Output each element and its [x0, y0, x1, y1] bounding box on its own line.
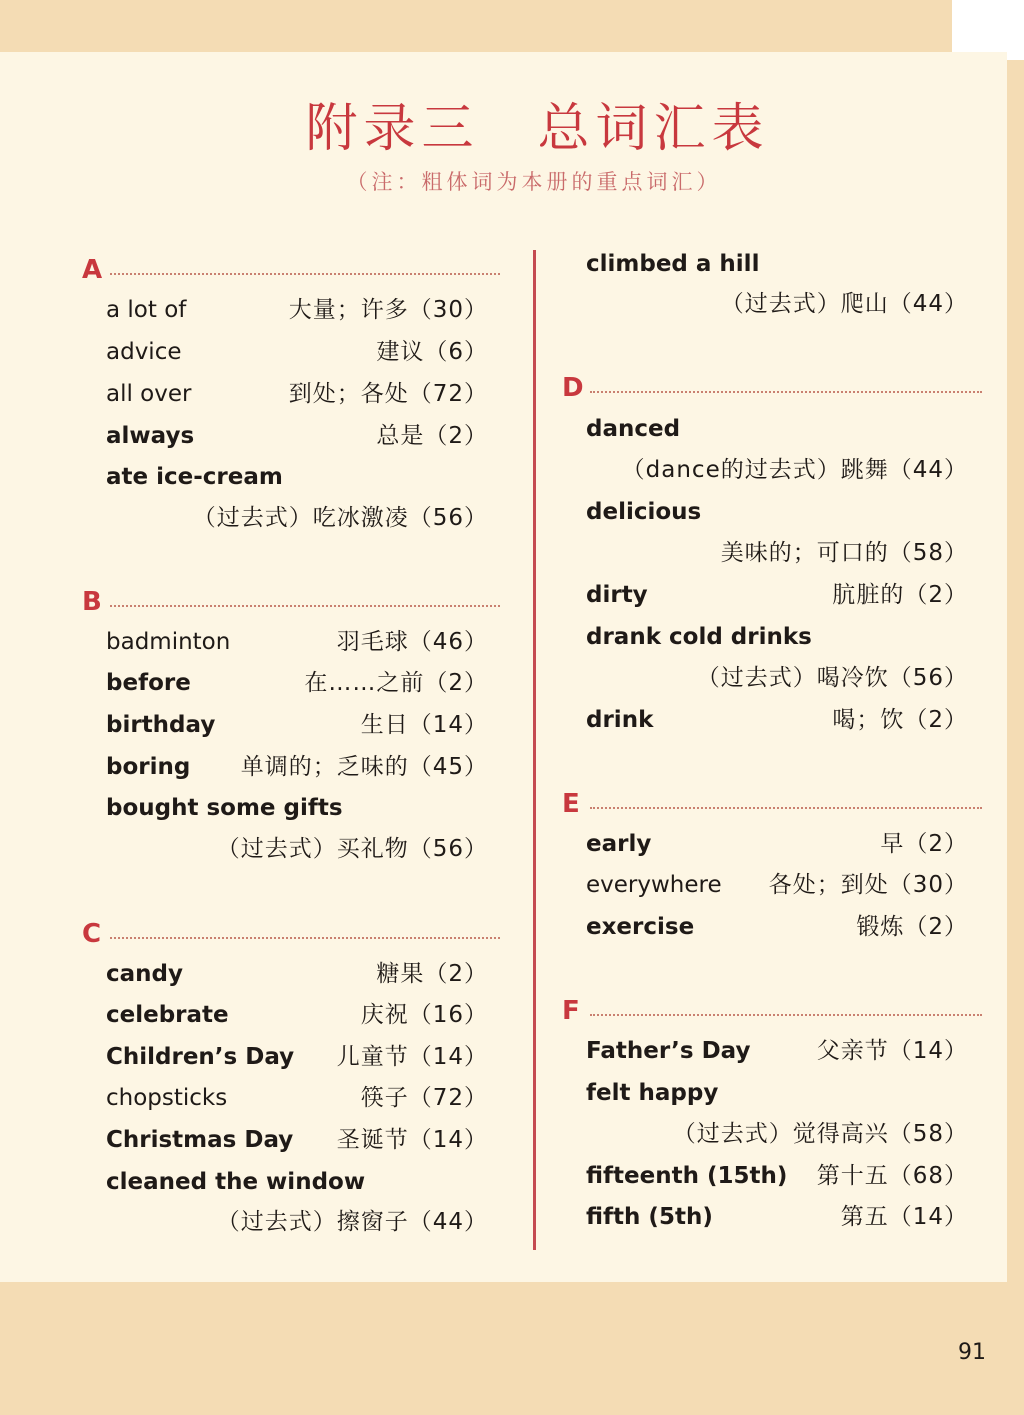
vocab-entry — [586, 245, 968, 283]
top-margin — [0, 0, 952, 52]
vocab-entry — [106, 499, 488, 537]
page-subtitle: （注：粗体词为本册的重点词汇） — [346, 170, 722, 194]
vocab-entry — [586, 285, 968, 323]
vocab-meaning: （过去式）觉得高兴（58） — [672, 1121, 968, 1147]
vocab-word: felt happy — [586, 1080, 719, 1106]
vocab-entry — [106, 664, 488, 702]
vocab-entry — [586, 1032, 968, 1070]
vocab-meaning: 糖果（2） — [376, 961, 488, 987]
vocab-entry — [106, 706, 488, 744]
column-divider — [533, 250, 536, 1250]
vocab-meaning: 各处；到处（30） — [768, 872, 968, 898]
section-header-f — [562, 996, 982, 1026]
section-letter: F — [562, 996, 580, 1026]
section-letter: B — [82, 587, 102, 617]
vocab-word: before — [106, 670, 191, 696]
vocab-entry — [586, 410, 968, 448]
vocab-meaning: 肮脏的（2） — [832, 582, 968, 608]
vocab-word: chopsticks — [106, 1085, 228, 1111]
vocab-meaning: 美味的；可口的（58） — [720, 540, 968, 566]
vocab-word: bought some gifts — [106, 795, 343, 821]
dotted-rule — [110, 273, 500, 275]
section-header-a — [82, 255, 500, 285]
vocab-word: boring — [106, 754, 191, 780]
vocab-meaning: 到处；各处（72） — [288, 381, 488, 407]
dotted-rule — [590, 807, 982, 809]
vocab-entry — [106, 789, 488, 827]
vocab-word: exercise — [586, 914, 695, 940]
vocab-meaning: 圣诞节（14） — [336, 1127, 488, 1153]
vocab-word: celebrate — [106, 1002, 229, 1028]
vocab-meaning: 在……之前（2） — [304, 670, 488, 696]
section-header-e — [562, 789, 982, 819]
page-title: 附录三 总词汇表 — [305, 99, 770, 159]
vocab-entry — [586, 701, 968, 739]
vocab-entry — [586, 1157, 968, 1195]
vocab-entry — [106, 417, 488, 455]
section-header-b — [82, 587, 500, 617]
vocab-entry — [106, 955, 488, 993]
vocab-entry — [586, 576, 968, 614]
vocab-entry — [586, 493, 968, 531]
vocab-meaning: 建议（6） — [376, 339, 488, 365]
vocab-entry — [106, 1079, 488, 1117]
vocab-entry — [106, 333, 488, 371]
vocab-meaning: 单调的；乏味的（45） — [240, 754, 488, 780]
vocab-entry — [586, 451, 968, 489]
vocab-word: early — [586, 831, 652, 857]
vocab-entry — [586, 618, 968, 656]
vocab-entry — [106, 748, 488, 786]
dotted-rule — [110, 937, 500, 939]
vocab-entry — [586, 1115, 968, 1153]
vocab-entry — [586, 534, 968, 572]
vocab-entry — [106, 1038, 488, 1076]
vocab-word: advice — [106, 339, 182, 365]
vocab-word: birthday — [106, 712, 216, 738]
vocab-entry — [106, 1203, 488, 1241]
vocab-meaning: 早（2） — [880, 831, 968, 857]
vocab-meaning: 第五（14） — [840, 1204, 968, 1230]
vocab-meaning: 羽毛球（46） — [336, 629, 488, 655]
vocab-word: climbed a hill — [586, 251, 760, 277]
vocab-entry — [106, 1163, 488, 1201]
vocab-word: Christmas Day — [106, 1127, 294, 1153]
vocab-entry — [106, 1121, 488, 1159]
vocab-meaning: 父亲节（14） — [816, 1038, 968, 1064]
section-letter: D — [562, 373, 584, 403]
vocab-entry — [586, 659, 968, 697]
dotted-rule — [590, 1014, 982, 1016]
vocab-meaning: 大量；许多（30） — [288, 297, 488, 323]
vocab-word: candy — [106, 961, 183, 987]
vocab-word: delicious — [586, 499, 702, 525]
vocab-meaning: （过去式）买礼物（56） — [216, 836, 488, 862]
vocab-meaning: （dance的过去式）跳舞（44） — [621, 457, 968, 483]
section-letter: E — [562, 789, 580, 819]
vocab-meaning: 儿童节（14） — [336, 1044, 488, 1070]
vocab-word: all over — [106, 381, 192, 407]
vocab-entry — [586, 1198, 968, 1236]
vocab-meaning: 生日（14） — [360, 712, 488, 738]
vocab-meaning: （过去式）爬山（44） — [720, 291, 968, 317]
vocab-word: Father’s Day — [586, 1038, 751, 1064]
vocab-meaning: 总是（2） — [376, 423, 488, 449]
vocab-word: always — [106, 423, 195, 449]
vocab-entry — [106, 830, 488, 868]
vocab-meaning: 庆祝（16） — [360, 1002, 488, 1028]
vocab-entry — [106, 623, 488, 661]
vocab-entry — [586, 825, 968, 863]
vocab-meaning: 锻炼（2） — [856, 914, 968, 940]
vocab-word: a lot of — [106, 297, 187, 323]
vocab-word: drank cold drinks — [586, 624, 812, 650]
section-letter: A — [82, 255, 103, 285]
vocab-entry — [106, 375, 488, 413]
vocab-word: badminton — [106, 629, 231, 655]
vocab-entry — [586, 1074, 968, 1112]
vocab-entry — [106, 458, 488, 496]
vocab-word: drink — [586, 707, 654, 733]
section-header-d — [562, 373, 982, 403]
vocab-word: fifteenth (15th) — [586, 1163, 788, 1189]
vocab-word: cleaned the window — [106, 1169, 366, 1195]
vocab-meaning: 第十五（68） — [816, 1163, 968, 1189]
vocab-meaning: （过去式）吃冰激凌（56） — [192, 505, 488, 531]
vocab-entry — [106, 996, 488, 1034]
vocab-word: dirty — [586, 582, 648, 608]
dotted-rule — [590, 391, 982, 393]
vocab-meaning: 筷子（72） — [360, 1085, 488, 1111]
vocab-word: fifth (5th) — [586, 1204, 713, 1230]
vocab-entry — [586, 908, 968, 946]
vocab-entry — [586, 866, 968, 904]
dotted-rule — [110, 605, 500, 607]
vocab-meaning: 喝；饮（2） — [832, 707, 968, 733]
vocab-meaning: （过去式）擦窗子（44） — [216, 1209, 488, 1235]
section-header-c — [82, 919, 500, 949]
top-corner — [952, 0, 1024, 60]
vocab-meaning: （过去式）喝冷饮（56） — [696, 665, 968, 691]
vocab-word: ate ice-cream — [106, 464, 283, 490]
vocab-word: danced — [586, 416, 681, 442]
vocab-word: Children’s Day — [106, 1044, 295, 1070]
vocab-entry — [106, 291, 488, 329]
section-letter: C — [82, 919, 102, 949]
vocab-word: everywhere — [586, 872, 722, 898]
page-number: 91 — [958, 1340, 986, 1365]
